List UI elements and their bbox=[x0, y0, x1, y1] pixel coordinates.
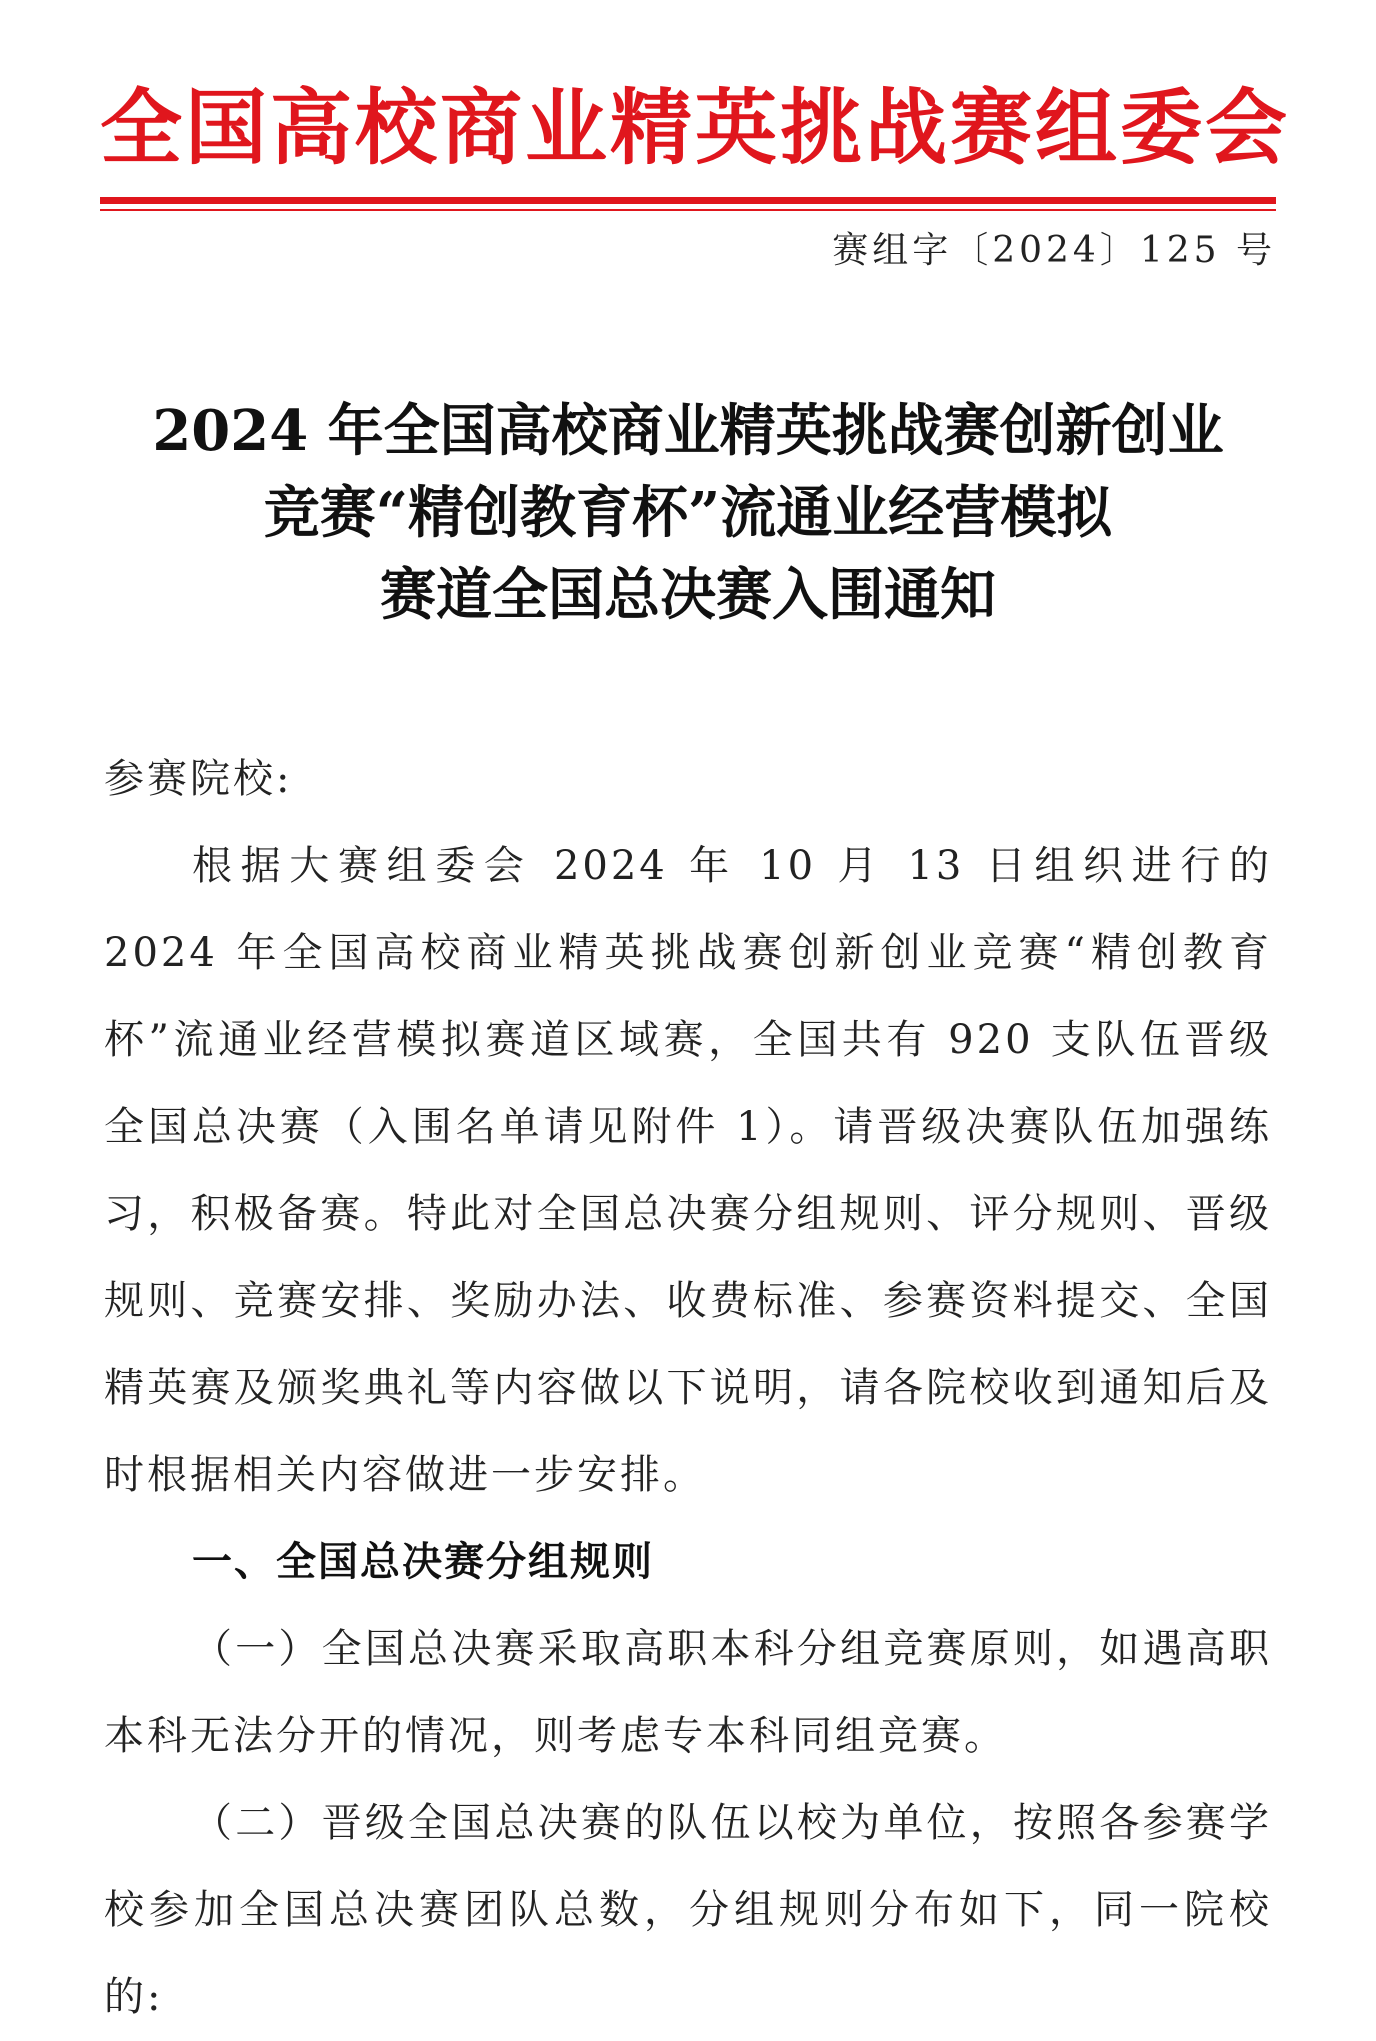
header-red-rule-thin bbox=[100, 209, 1276, 211]
notice-body bbox=[104, 736, 1272, 2041]
intro-paragraph: 根据大赛组委会 2024 年 10 月 13 日组织进行的 2024 年全国高校商业精英挑战赛创新创业竞赛“精创教育杯”流通业经营模拟赛道区域赛，全国共有 920 支队伍晋级全国总决赛（入围名单请见附件 1）。请晋级决赛队伍加强练习，积极备赛。特此对全国总决赛分组规则、评分规则、晋级规则、竞赛安排、奖励办法、收费标准、参赛资料提交、全国精英赛及颁奖典礼等内容做以下说明，请各院校收到通知后及时根据相关内容做进一步安排。 bbox=[104, 843, 1272, 1498]
document-number: 赛组字〔2024〕125 号 bbox=[832, 230, 1276, 271]
title-line-3: 赛道全国总决赛入围通知 bbox=[380, 562, 996, 628]
header-red-rule-thick bbox=[100, 197, 1276, 204]
section-heading-grouping-rules: 一、全国总决赛分组规则 bbox=[192, 1539, 654, 1585]
organization-header: 全国高校商业精英挑战赛组委会 bbox=[100, 81, 1291, 176]
title-line-2: 竞赛“精创教育杯”流通业经营模拟 bbox=[263, 480, 1113, 546]
rule-item-2: （二）晋级全国总决赛的队伍以校为单位，按照各参赛学校参加全国总决赛团队总数，分组规则分布如下，同一院校的: bbox=[104, 1800, 1272, 2020]
salutation: 参赛院校: bbox=[104, 756, 293, 802]
rule-item-1: （一）全国总决赛采取高职本科分组竞赛原则，如遇高职本科无法分开的情况，则考虑专本科同组竞赛。 bbox=[104, 1626, 1272, 1759]
title-line-1: 2024 年全国高校商业精英挑战赛创新创业 bbox=[152, 398, 1224, 464]
notice-title bbox=[100, 390, 1276, 636]
